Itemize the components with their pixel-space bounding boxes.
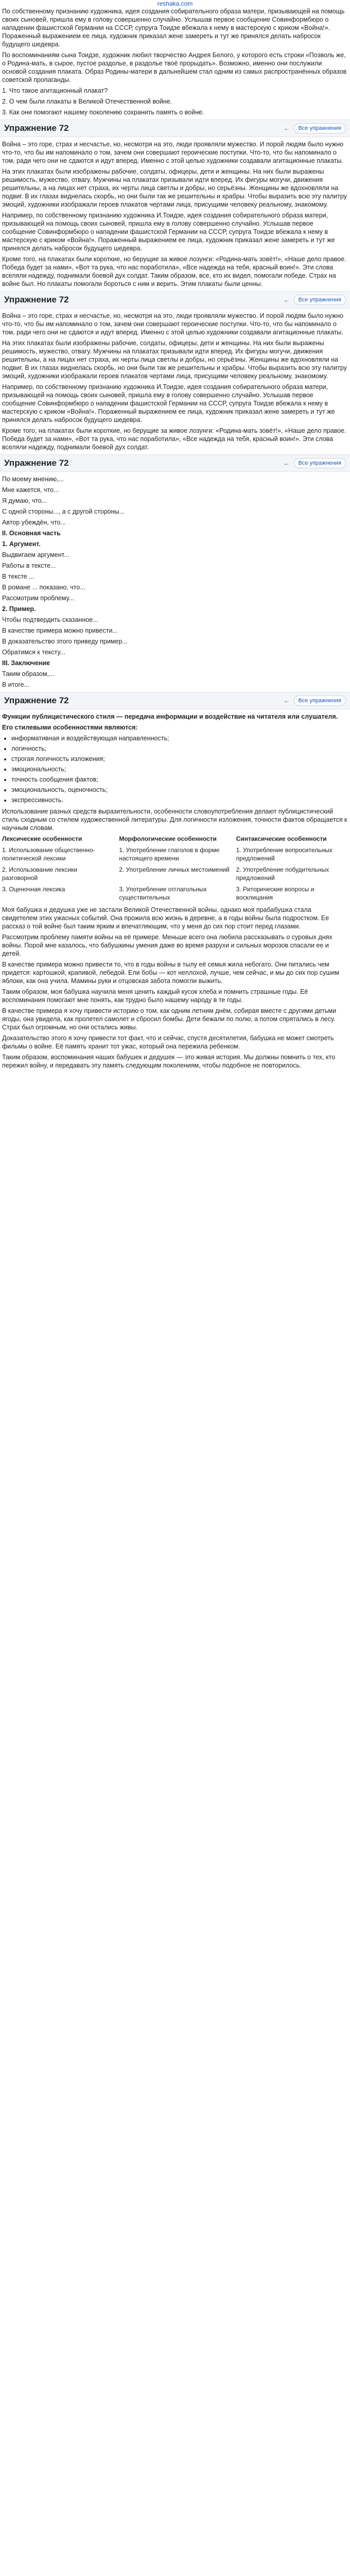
features-title: Его стилевыми особенностями являются:: [2, 724, 138, 731]
paragraph: В качестве примера можно привести то, что в годы войны в тылу её семья жила небогато. Они питались чем придется: картошкой, крапивой, лебедой. Ели бобы — кот неплохой, лучше, чем сейчас, и мы до сих пор сушим яблоки, как она учила. Мамины руки и отцовская забота помогли выжить.: [2, 961, 339, 985]
line: Выдвигаем аргумент...: [2, 551, 69, 558]
list-item: • логичность;: [11, 744, 348, 753]
table-header: Морфологические особенности: [119, 835, 217, 842]
question: 3. Как они помогают нашему поколению сохранить память о войне.: [2, 109, 204, 116]
exercise-title: Упражнение 72: [4, 696, 69, 705]
all-exercises-button[interactable]: Все упражнения: [294, 295, 346, 305]
line: Я думаю, что...: [2, 497, 47, 504]
prev-arrow-icon[interactable]: ←: [283, 697, 290, 704]
question: 2. О чем были плакаты в Великой Отечественной войне.: [2, 98, 172, 105]
list-item: • информативная и воздействующая направленность;: [11, 734, 348, 742]
list-item: • строгая логичность изложения;: [11, 755, 348, 763]
line: Мне кажется, что...: [2, 486, 59, 494]
line: С одной стороны..., а с другой стороны...: [2, 508, 125, 515]
line: В итоге...: [2, 681, 29, 688]
features-list: [11, 734, 348, 804]
exercise-header: [0, 120, 350, 137]
paragraph: Моя бабушка и дедушка уже не застали Великой Отечественной войны, однако моя прабабушка стала свидетелем этих ужасных событий. Она прожила всю жизнь в деревне, а в годы войны была подростком. Ее рассказ о той войне был таким ярким и впечатляющим, что у меня до сих пор стоит перед глазами.: [2, 906, 329, 930]
exercise-nav: [284, 696, 346, 706]
line: В доказательство этого приведу пример...: [2, 638, 128, 645]
prev-arrow-icon[interactable]: ←: [283, 125, 290, 132]
prev-arrow-icon[interactable]: ←: [283, 460, 290, 467]
paragraph: Таким образом, моя бабушка научила меня ценить каждый кусок хлеба и помнить страшные годы. Её воспоминания помогают мне понять, как трудно было нашему народу в те годы.: [2, 988, 308, 1004]
site-url[interactable]: reshaka.com: [157, 0, 193, 7]
line: Рассмотрим проблему...: [2, 595, 75, 602]
prev-arrow-icon[interactable]: ←: [283, 296, 290, 303]
exercise-nav: [284, 123, 346, 133]
line: 2. Пример.: [2, 605, 36, 613]
section-2: [0, 140, 350, 288]
line: 1. Аргумент.: [2, 540, 41, 548]
line: II. Основная часть: [2, 530, 61, 537]
line: В качестве примера можно привести...: [2, 627, 118, 634]
exercise-header: [0, 291, 350, 309]
question: 1. Что такое агитационный плакат?: [2, 87, 108, 94]
table-cell: 1. Употребление глаголов в форме настоящего времени: [119, 846, 220, 862]
all-exercises-button[interactable]: Все упражнения: [294, 123, 346, 133]
line: Автор убеждён, что...: [2, 519, 66, 526]
table-cell: 3. Оценочная лексика: [2, 886, 65, 893]
table-header: Синтаксические особенности: [236, 835, 327, 842]
section-5: [0, 713, 350, 1070]
paragraph: По собственному признанию художника, идея создания собирательного образа матери, призывающей на помощь своих сыновей, пришла ему в голову совершенно случайно. Услышав первое сообщение Совинформбюро о нападении фашистской Германии на СССР, супруга Тоидзе вбежала к нему в мастерскую с криком «Война!». Пораженный выражением ее лица, художник приказал жене замереть и тут же принялся делать набросок будущего шедевра.: [2, 8, 345, 48]
paragraph: На этих плакатах были изображены рабочие, солдаты, офицеры, дети и женщины. На них были выражены решимость, мужество, отвагу. Мужчины на плакатах призывали идти вперед. Их фигуры могучи, движения решительны, а на лицах нет страха, их черты лица светлы и добры, но серьёзны. Женщины же вдохновляли на подвиг. В их глазах виднелась скорбь, но они были так же решительны и храбры. Чтобы выразить всю эту палитру эмоций, художники изображали героев плакатов чертами лица, присущими человеку реальному, знакомому.: [2, 168, 347, 208]
paragraph: Таким образом, воспоминания наших бабушек и дедушек — это живая история. Мы должны помнить о тех, кто пережил войну, и передавать эту память следующим поколениям, чтобы подобное не повторилось.: [2, 1054, 336, 1069]
exercise-title: Упражнение 72: [4, 295, 69, 304]
table-header: Лексические особенности: [2, 835, 82, 842]
all-exercises-button[interactable]: Все упражнения: [294, 696, 346, 706]
exercise-header: [0, 454, 350, 472]
paragraph: В качестве примера я хочу привести историю о том, как одним летним днём, собирая вместе с другими детьми ягоды, она увидела, как пролетел самолет и сбросил бомбы. Дети бежали по полю, а потом спрятались в лесу. Страх был огромным, но они остались живы.: [2, 1007, 337, 1031]
table-cell: 2. Использование лексики разговорной: [2, 866, 78, 882]
table-cell: 2. Употребление побудительных предложений: [236, 866, 329, 882]
line: По моему мнению,...: [2, 476, 64, 483]
all-exercises-button[interactable]: Все упражнения: [294, 458, 346, 468]
paragraph: По воспоминаниям сына Тоидзе, художник любил творчество Андрея Белого, у которого есть строки «Позволь же, о Родина-мать, в сырое, пустое раздолье, в раздолье твоё прорыдать». Возможно, именно они послужили основой создания плаката. Образ Родины-матери в дальнейшем стал одним из самых распространённых образов советской пропаганды.: [2, 52, 347, 83]
exercise-nav: [284, 458, 346, 468]
line: Таким образом,...: [2, 670, 55, 677]
list-item: • эмоциональность, оценочность;: [11, 786, 348, 794]
exercise-header: [0, 692, 350, 709]
line: Обратимся к тексту...: [2, 649, 65, 656]
paragraph: Например, по собственному признанию художника И.Тоидзе, идея создания собирательного образа матери, призывающей на помощь своих сыновей, пришла ему в голову совершенно случайно. Услышав первое сообщение Совинформбюро о нападении фашистской Германии на СССР, супруга Тоидзе вбежала к нему в мастерскую с криком «Война!». Пораженный выражением ее лица, художник приказал жене замереть и тут же принялся делать набросок будущего шедевра.: [2, 383, 335, 423]
list-item: • эмоциональность;: [11, 765, 348, 773]
exercise-nav: [284, 295, 346, 305]
table-cell: 1. Употребление вопросительных предложений: [236, 846, 332, 862]
paragraph: Рассмотрим проблему памяти войны на её примере. Меньше всего она любила рассказывать о суровых днях войны. Порой мне казалось, что бабушкины умения даже во время разрухи и сильных морозов спасали ее и детей.: [2, 934, 332, 957]
paragraph: Использование разных средств выразительности, особенности словоупотребления делают публицистический стиль сходным со стилем художественной литературы. Для логичности изложения, точности фактов обращается к научным словам.: [2, 808, 347, 832]
exercise-title: Упражнение 72: [4, 458, 69, 468]
intro: Функции публицистического стиля — передача информации и воздействие на читателя или слушателя.: [2, 713, 338, 720]
table-cell: 2. Употребление личных местоимений: [119, 866, 230, 873]
section-1: [0, 7, 350, 116]
line: Работы в тексте...: [2, 562, 56, 569]
paragraph: Война – это горе, страх и несчастье, но, несмотря на это, люди проявляли мужество. И порой людям было нужно что-то, что бы им напоминало о том, зачем они совершают героические поступки. Что-то, что бы напоминало о том, ради чего они не сдаются и идут вперед. Именно с этой целью художники создавали агитационные плакаты.: [2, 141, 344, 164]
line: III. Заключение: [2, 659, 50, 667]
table-cell: 3. Употребление отглагольных существительных: [119, 886, 207, 901]
table-cell: 1. Использование общественно-политической лексики: [2, 846, 95, 862]
list-item: • точность сообщения фактов;: [11, 775, 348, 784]
line: В романе ... показано, что...: [2, 584, 85, 591]
paragraph: Кроме того, на плакатах были короткие, но берущие за живое лозунги: «Родина-мать зовёт!», «Наше дело правое. Победа будет за нами», «Вот та рука, что нас поработила», «Все надежда на тебя, красный воин!». Эти слова вселяли надежду, поднимали боевой дух солдат. Таким образом, все, кто их видел, помогали победе. Страх на войне был. Но плакаты помогали бороться с ним и верить. Этим плакаты были ценны.: [2, 256, 346, 287]
list-item: • экспрессивность.: [11, 796, 348, 804]
paragraph: На этих плакатах были изображены рабочие, солдаты, офицеры, дети и женщины. На них были выражены решимость, мужество, отвагу. Мужчины на плакатах призывали идти вперед. Их фигуры могучи, движения решительны, а на лицах нет страха, их черты лица светлы и добры, но серьёзны. Женщины же вдохновляли на подвиг. В их глазах виднелась скорбь, но они были так же решительны и храбры. Чтобы выразить всю эту палитру эмоций, художники изображали героев плакатов чертами лица, присущими человеку реальному, знакомому.: [2, 340, 347, 380]
section-3: [0, 312, 350, 451]
exercise-title: Упражнение 72: [4, 123, 69, 133]
section-4: [0, 475, 350, 689]
paragraph: Кроме того, на плакатах были короткие, но берущие за живое лозунги: «Родина-мать зовёт!», «Наше дело правое. Победа будет за нами», «Вот та рука, что нас поработила», «Все надежда на тебя, красный воин!». Эти слова вселяли надежду, поднимали боевой дух солдат.: [2, 427, 346, 451]
table-cell: 3. Риторические вопросы и восклицания: [236, 886, 314, 901]
line: Чтобы подтвердить сказанное...: [2, 616, 98, 623]
features-table: [2, 835, 348, 902]
paragraph: Например, по собственному признанию художника И.Тоидзе, идея создания собирательного образа матери, призывающей на помощь своих сыновей, пришла ему в голову совершенно случайно. Услышав первое сообщение Совинформбюро о нападении фашистской Германии на СССР, супруга Тоидзе вбежала к нему в мастерскую с криком «Война!». Пораженный выражением ее лица, художник приказал жене замереть и тут же принялся делать набросок будущего шедевра.: [2, 212, 335, 252]
paragraph: Война – это горе, страх и несчастье, но, несмотря на это, люди проявляли мужество. И порой людям было нужно что-то, что бы им напоминало о том, зачем они совершают героические поступки. Что-то, что бы напоминало о том, ради чего они не сдаются и идут вперед. Именно с этой целью художники создавали агитационные плакаты.: [2, 312, 344, 336]
paragraph: Доказательство этого я хочу привести тот факт, что и сейчас, спустя десятилетия, бабушка не может смотреть фильмы о войне. Её память хранит тот ужас, который она пережила ребенком.: [2, 1035, 334, 1050]
line: В тексте ...: [2, 573, 34, 580]
